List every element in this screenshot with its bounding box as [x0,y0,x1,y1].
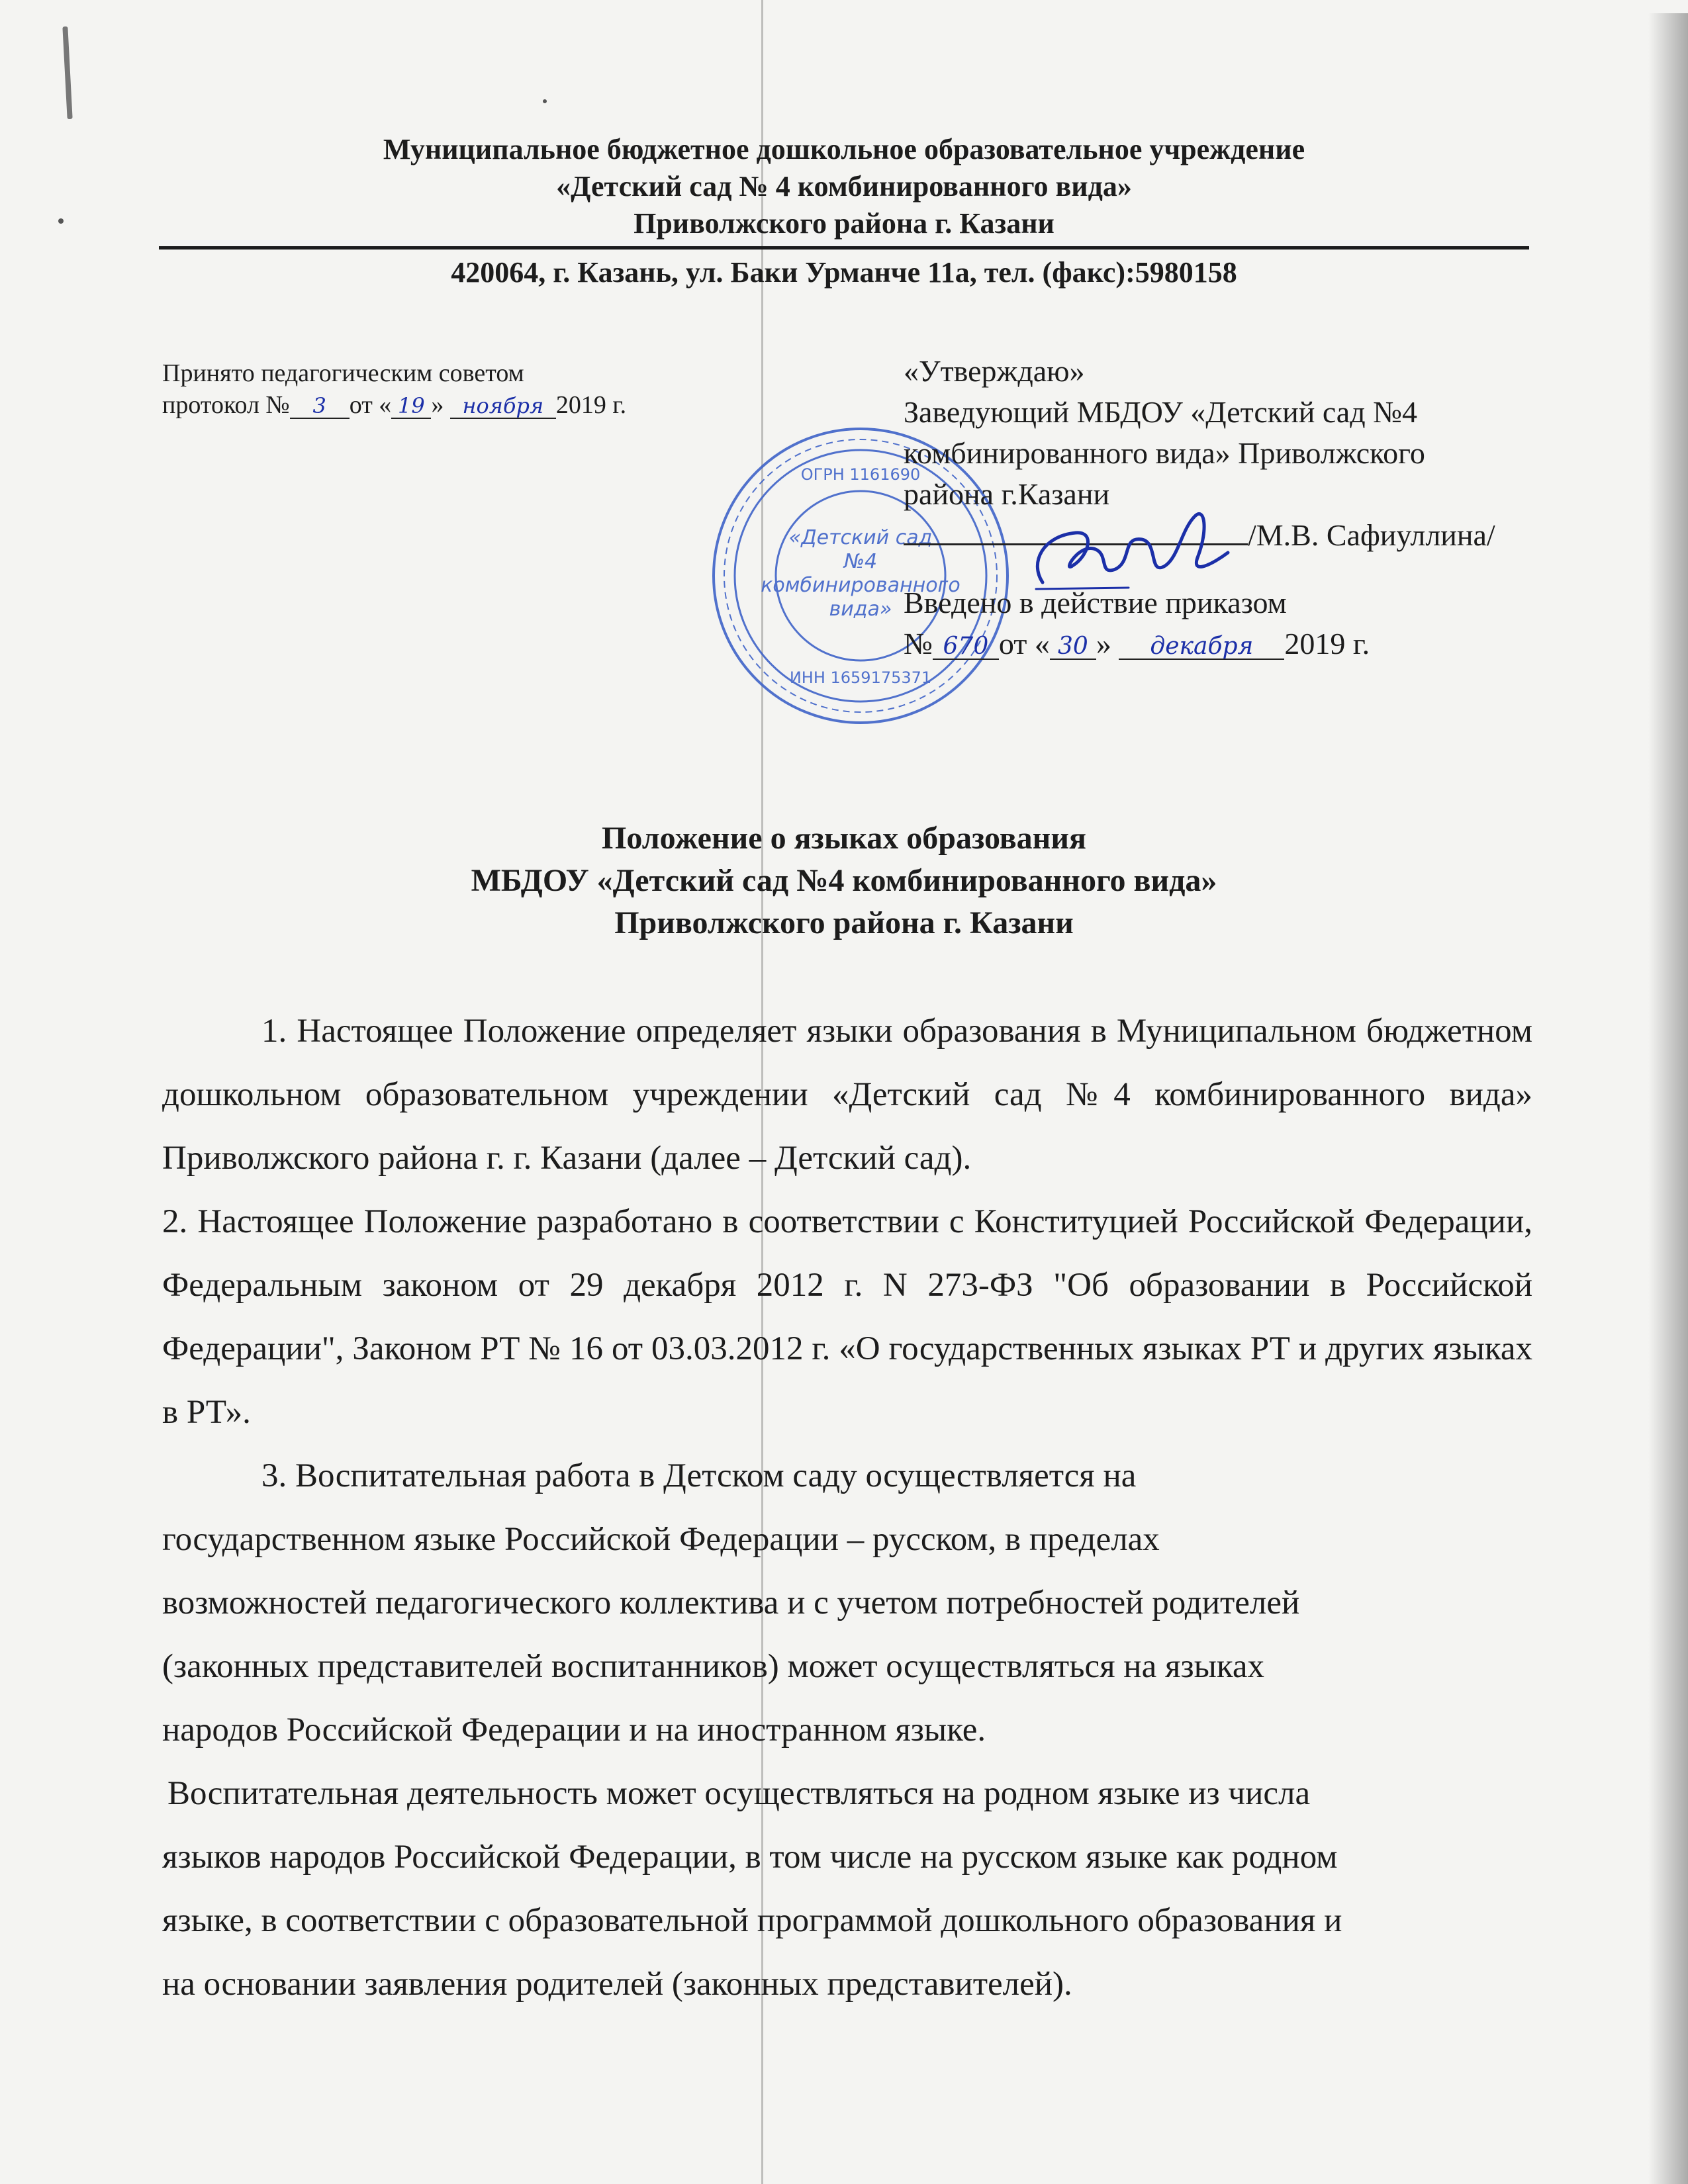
approval-line1: Заведующий МБДОУ «Детский сад №4 [904,395,1418,429]
title-line2: МБДОУ «Детский сад №4 комбинированного вида» [471,863,1217,898]
accepted-protocol-line: протокол № 3 от « 19 » ноября 2019 г. [162,391,627,419]
paragraph-4-line1: Воспитательная деятельность может осуществляться на родном языке из числа [167,1775,1311,1812]
header-org-line1: Муниципальное бюджетное дошкольное образовательное учреждение [383,133,1305,165]
protocol-from-prefix: от « [349,391,392,419]
paragraph-3-line3: возможностей педагогического коллектива и с учетом потребностей родителей [162,1584,1300,1621]
order-year: 2019 г. [1284,627,1370,660]
order-month: декабря [1119,635,1284,660]
protocol-month: ноября [450,394,556,419]
header-address: 420064, г. Казань, ул. Баки Урманче 11а, тел. (факс):5980158 [451,256,1237,289]
stamp-center-line1: «Детский сад [788,526,933,549]
paragraph-2: 2. Настоящее Положение разработано в соответствии с Конституцией Российской Федерации, Федеральным законом от 29 декабря 2012 г. N 273-ФЗ "Об образовании в Российской Федерации", Законом РТ № 16 от 03.03.2012 г. «О государственных языках РТ и других языках в РТ». [162,1203,1532,1431]
stamp-center-line4: вида» [829,598,892,621]
order-number: 670 [933,635,999,660]
order-day: 30 [1050,635,1096,660]
approval-line3: района г.Казани [904,477,1110,511]
order-prefix: № [904,627,933,660]
order-from-prefix: от « [998,627,1050,660]
approval-line2: комбинированного вида» Приволжского [904,436,1425,470]
handwritten-signature [1016,503,1235,609]
title-line3: Приволжского района г. Казани [614,905,1074,940]
protocol-year: 2019 г. [555,391,627,419]
paragraph-4-line3: языке, в соответствии с образовательной программой дошкольного образования и [162,1902,1342,1939]
paragraph-4-line4: на основании заявления родителей (законных представителей). [162,1966,1072,2003]
stamp-center-line3: комбинированного [761,574,961,597]
protocol-prefix: протокол № [162,391,290,419]
stamp-inn: ИНН 1659175371 [789,668,932,687]
stamp-ogrn: ОГРН 1161690 [800,465,921,484]
paragraph-4-line2: языков народов Российской Федерации, в том числе на русском языке как родном [162,1839,1338,1876]
approval-title: «Утверждаю» [904,354,1085,388]
document-title [159,817,1529,944]
paragraph-4 [162,1762,1532,2016]
scan-speck [58,218,64,224]
accepted-line1: Принято педагогическим советом [162,359,524,387]
paragraph-3-line5: народов Российской Федерации и на иностранном языке. [162,1711,986,1749]
scan-edge-shadow [1648,13,1688,2184]
header-org-line3: Приволжского района г. Казани [633,207,1055,240]
document-body [162,999,1532,2016]
signatory-name: /М.В. Сафиуллина/ [1248,518,1495,552]
order-number-line: № 670 от « 30 » декабря 2019 г. [904,627,1370,660]
scan-speck [543,99,547,103]
protocol-number: 3 [290,394,350,419]
title-line1: Положение о языках образования [602,821,1086,856]
header-org-line2: «Детский сад № 4 комбинированного вида» [556,170,1132,203]
paragraph-1: 1. Настоящее Положение определяет языки образования в Муниципальном бюджетном дошкольном образовательном учреждении «Детский сад №4 комбинированного вида» Приволжского района г. г. Казани (далее – Детский сад). [162,1013,1532,1177]
staple-mark [62,26,72,119]
paragraph-3 [162,1444,1532,1762]
approval-block [904,351,1579,664]
order-line: Введено в действие приказом [904,586,1287,619]
stamp-center-line2: №4 [843,550,878,573]
paragraph-3-line4: (законных представителей воспитанников) может осуществляться на языках [162,1648,1264,1685]
header-rule [159,246,1529,250]
signature-line [904,515,1579,556]
paragraph-3-line2: государственном языке Российской Федерации – русском, в пределах [162,1521,1160,1558]
accepted-block [162,357,626,421]
paragraph-3-line1: 3. Воспитательная работа в Детском саду осуществляется на [261,1457,1137,1494]
protocol-day: 19 [391,394,431,419]
